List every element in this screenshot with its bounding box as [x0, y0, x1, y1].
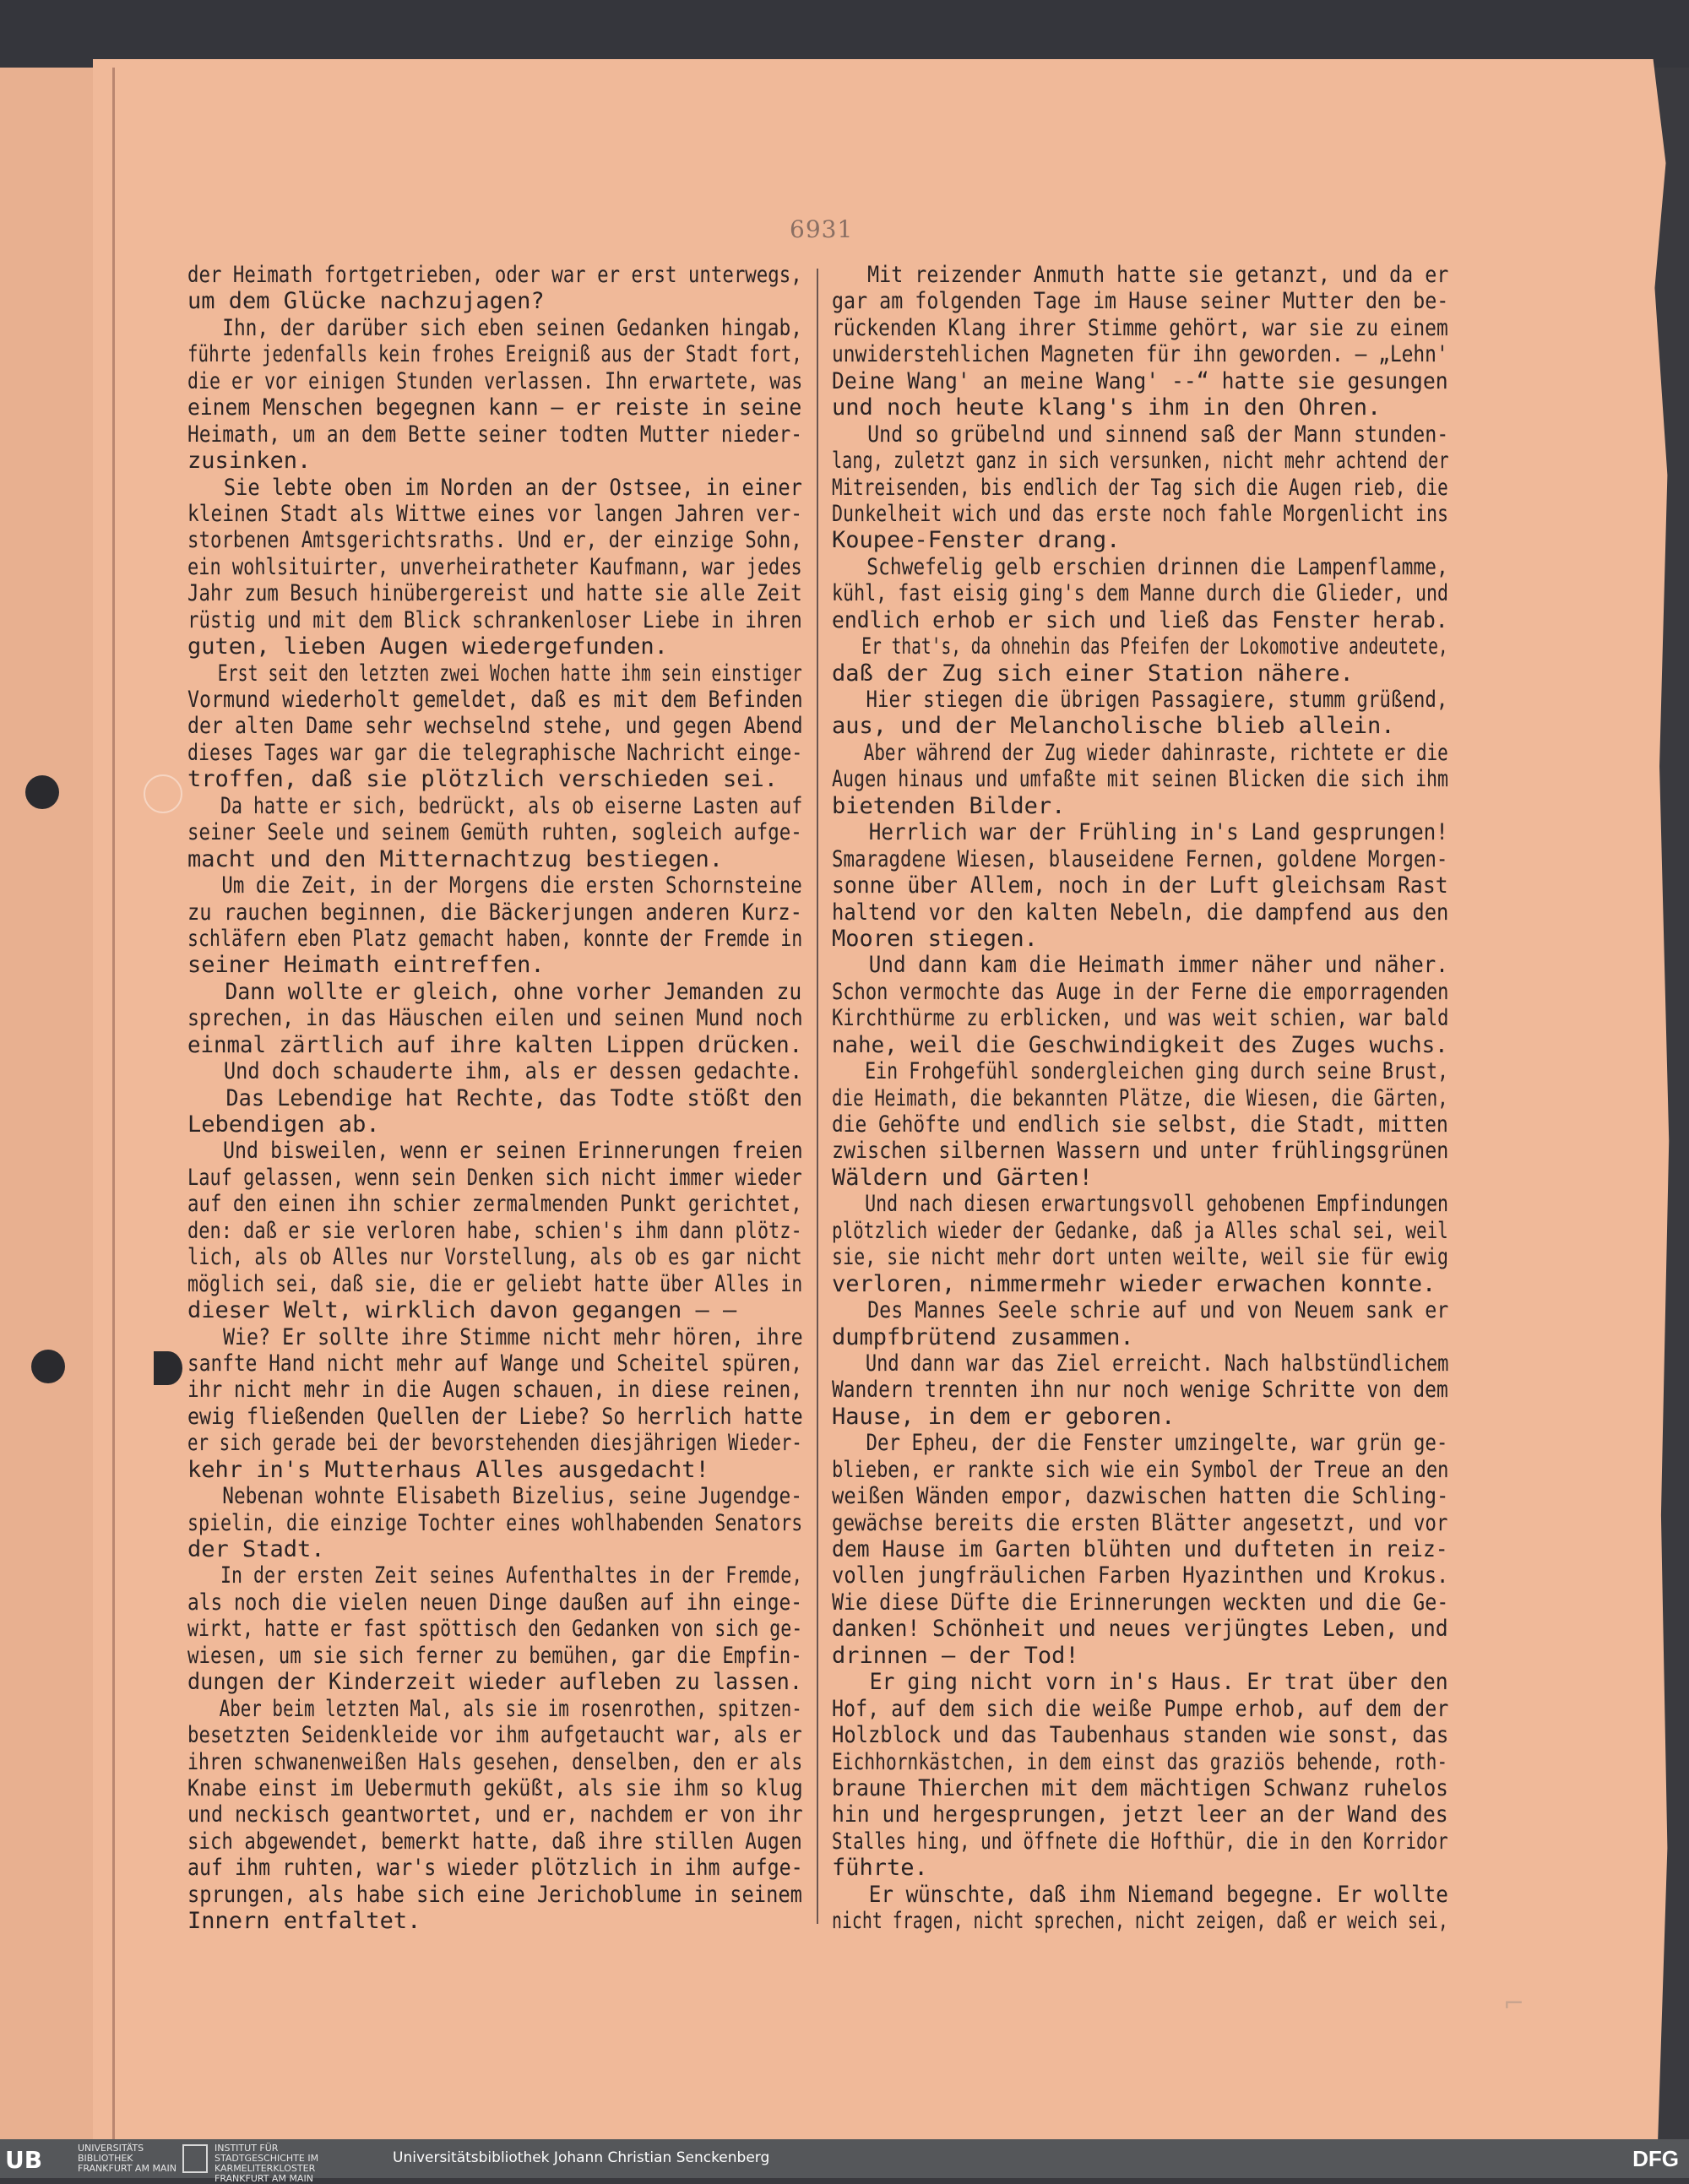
text-line: daß der Zug sich einer Station nähere.: [832, 660, 1354, 687]
text-line: In der ersten Zeit seines Aufenthaltes in der Fremde,: [187, 1562, 803, 1589]
text-line: Und bisweilen, wenn er seinen Erinnerungen freien: [187, 1138, 803, 1165]
text-line: und neckisch geantwortet, und er, nachdem er von ihr: [187, 1801, 803, 1828]
text-line: rückenden Klang ihrer Stimme gehört, war sie zu einem: [832, 314, 1448, 341]
text-line: dieser Welt, wirklich davon gegangen — —: [187, 1297, 737, 1324]
text-line: kühl, fast eisig ging's dem Manne durch die Glieder, und: [832, 580, 1449, 607]
text-line: Stalles hing, und öffnete die Hofthür, die in den Korridor: [832, 1828, 1448, 1855]
text-line: aus, und der Melancholische blieb allein.: [832, 713, 1395, 740]
text-line: um dem Glücke nachzujagen?: [187, 288, 545, 315]
text-line: guten, lieben Augen wiedergefunden.: [187, 633, 668, 660]
text-column-right: [832, 262, 1448, 1935]
footer-bar: [0, 2139, 1689, 2184]
text-line: ein wohlsituirter, unverheiratheter Kaufmann, war jedes: [187, 553, 802, 580]
text-line: sanfte Hand nicht mehr auf Wange und Scheitel spüren,: [187, 1350, 803, 1377]
library-name[interactable]: Universitätsbibliothek Johann Christian Senckenberg: [393, 2149, 770, 2166]
text-line: seiner Heimath eintreffen.: [187, 952, 545, 979]
text-line: die Gehöfte und endlich sie selbst, die Stadt, mitten: [832, 1111, 1448, 1138]
text-line: Holzblock und das Taubenhaus standen wie sonst, das: [832, 1722, 1449, 1749]
text-line: ewig fließenden Quellen der Liebe? So herrlich hatte: [187, 1403, 803, 1430]
text-line: Heimath, um an dem Bette seiner todten Mutter nieder-: [187, 421, 803, 448]
text-line: die er vor einigen Stunden verlassen. Ihn erwartete, was: [187, 367, 803, 394]
text-line: Dann wollte er gleich, ohne vorher Jemanden zu: [187, 978, 802, 1005]
text-column-left: [187, 262, 802, 1935]
text-line: storbenen Amtsgerichtsraths. Und er, der einzige Sohn,: [187, 527, 802, 554]
text-line: Mooren stiegen.: [832, 925, 1038, 952]
text-line: Herrlich war der Frühling in's Land gesprungen!: [832, 819, 1448, 846]
text-line: wirkt, hatte er fast spöttisch den Gedanken von sich ge-: [187, 1616, 803, 1643]
text-line: sonne über Allem, noch in der Luft gleichsam Rast: [832, 872, 1448, 899]
text-line: Mit reizender Anmuth hatte sie getanzt, und da er: [832, 262, 1449, 288]
pencil-mark: ⌐: [1503, 1989, 1525, 2018]
text-line: Und doch schauderte ihm, als er dessen gedachte.: [187, 1058, 802, 1085]
text-line: schläfern eben Platz gemacht haben, konnte der Fremde in: [187, 925, 803, 952]
text-line: die Heimath, die bekannten Plätze, die Wiesen, die Gärten,: [832, 1084, 1448, 1111]
text-line: bietenden Bilder.: [832, 792, 1066, 819]
text-line: ihren schwanenweißen Hals gesehen, denselben, den er als: [187, 1748, 803, 1775]
text-line: Ein Frohgefühl sondergleichen ging durch seine Brust,: [832, 1058, 1449, 1085]
text-line: danken! Schönheit und neues verjüngtes Leben, und: [832, 1616, 1448, 1643]
text-line: Des Mannes Seele schrie auf und von Neuem sank er: [832, 1297, 1449, 1324]
text-line: Der Epheu, der die Fenster umzingelte, war grün ge-: [832, 1430, 1448, 1457]
text-line: Jahr zum Besuch hinübergereist und hatte sie alle Zeit: [187, 580, 802, 607]
text-line: nahe, weil die Geschwindigkeit des Zuges wuchs.: [832, 1031, 1448, 1058]
text-line: Aber während der Zug wieder dahinraste, richtete er die: [832, 739, 1448, 766]
text-line: und noch heute klang's ihm in den Ohren.: [832, 394, 1382, 421]
text-line: troffen, daß sie plötzlich verschieden sei.: [187, 766, 778, 793]
text-line: braune Thierchen mit dem mächtigen Schwanz ruhelos: [832, 1774, 1448, 1801]
scan-background: [0, 0, 1689, 68]
text-line: Vormund wiederholt gemeldet, daß es mit dem Befinden: [187, 687, 803, 713]
text-line: Hier stiegen die übrigen Passagiere, stumm grüßend,: [832, 687, 1448, 713]
text-line: Lebendigen ab.: [187, 1111, 380, 1138]
text-line: Wie? Er sollte ihre Stimme nicht mehr hören, ihre: [187, 1323, 803, 1350]
text-line: Sie lebte oben im Norden an der Ostsee, in einer: [187, 474, 802, 501]
text-line: Um die Zeit, in der Morgens die ersten Schornsteine: [187, 872, 802, 899]
text-line: Eichhornkästchen, in dem einst das graziös behende, roth-: [832, 1748, 1448, 1775]
text-line: wiesen, um sie sich ferner zu bemühen, gar die Empfin-: [187, 1642, 802, 1669]
text-line: Und dann kam die Heimath immer näher und näher.: [832, 952, 1448, 979]
text-line: rüstig und mit dem Blick schrankenloser Liebe in ihren: [187, 606, 802, 633]
text-line: Schwefelig gelb erschien drinnen die Lampenflamme,: [832, 553, 1448, 580]
text-line: den: daß er sie verloren habe, schien's ihm dann plötz-: [187, 1217, 802, 1244]
text-line: sie, sie nicht mehr dort unten weilte, weil sie für ewig: [832, 1244, 1449, 1271]
text-line: Wie diese Düfte die Erinnerungen weckten und die Ge-: [832, 1589, 1449, 1616]
text-line: Wäldern und Gärten!: [832, 1164, 1093, 1191]
text-line: Lauf gelassen, wenn sein Denken sich nicht immer wieder: [187, 1164, 802, 1191]
text-line: Und so grübelnd und sinnend saß der Mann stunden-: [832, 421, 1449, 448]
text-line: Knabe einst im Uebermuth geküßt, als sie ihm so klug: [187, 1774, 803, 1801]
text-line: Das Lebendige hat Rechte, das Todte stößt den: [187, 1084, 802, 1111]
text-line: Mitreisenden, bis endlich der Tag sich die Augen rieb, die: [832, 474, 1448, 501]
text-line: möglich sei, daß sie, die er geliebt hatte über Alles in: [187, 1270, 803, 1297]
punch-hole: [31, 1350, 65, 1383]
text-line: gar am folgenden Tage im Hause seiner Mutter den be-: [832, 288, 1449, 315]
text-line: vollen jungfräulichen Farben Hyazinthen und Krokus.: [832, 1562, 1449, 1589]
dfg-logo[interactable]: DFG: [1632, 2146, 1679, 2171]
text-line: ihr nicht mehr in die Augen schauen, in diese reinen,: [187, 1377, 803, 1404]
text-line: führte.: [832, 1855, 928, 1882]
text-line: zwischen silbernen Wassern und unter frühlingsgrünen: [832, 1138, 1449, 1165]
column-divider: [817, 269, 818, 1924]
text-line: der alten Dame sehr wechselnd stehe, und gegen Abend: [187, 713, 803, 740]
text-line: als noch die vielen neuen Dinge daußen auf ihn einge-: [187, 1589, 803, 1616]
page-crease: [112, 68, 115, 2139]
text-line: Hause, in dem er geboren.: [832, 1403, 1176, 1430]
text-line: lich, als ob Alles nur Vorstellung, als ob es gar nicht: [187, 1244, 802, 1271]
text-line: Deine Wang' an meine Wang' --“ hatte sie gesungen: [832, 367, 1448, 394]
text-line: dungen der Kinderzeit wieder aufleben zu lassen.: [187, 1669, 802, 1696]
text-line: seiner Seele und seinem Gemüth ruhten, sogleich aufge-: [187, 819, 802, 846]
text-line: zusinken.: [187, 448, 312, 475]
text-line: auf ihm ruhten, war's wieder plötzlich in ihm aufge-: [187, 1855, 803, 1882]
page-number: 6931: [790, 215, 854, 243]
text-line: Kirchthürme zu erblicken, und was weit schien, war bald: [832, 1005, 1449, 1032]
text-line: der Heimath fortgetrieben, oder war er erst unterwegs,: [187, 262, 802, 288]
text-line: kehr in's Mutterhaus Alles ausgedacht!: [187, 1456, 709, 1483]
punch-hole: [25, 775, 59, 809]
text-line: Augen hinaus und umfaßte mit seinen Blicken die sich ihm: [832, 766, 1449, 793]
text-line: unwiderstehlichen Magneten für ihn geworden. — „Lehn': [832, 341, 1448, 368]
text-line: Er that's, da ohnehin das Pfeifen der Lokomotive andeutete,: [832, 633, 1448, 660]
text-line: Ihn, der darüber sich eben seinen Gedanken hingab,: [187, 314, 803, 341]
ub-name: UNIVERSITÄTS BIBLIOTHEK FRANKFURT AM MAIN: [78, 2143, 177, 2174]
text-line: Und nach diesen erwartungsvoll gehobenen Empfindungen: [832, 1191, 1449, 1218]
text-line: auf den einen ihn schier zermalmenden Punkt gerichtet,: [187, 1191, 802, 1218]
text-line: Er ging nicht vorn in's Haus. Er trat über den: [832, 1669, 1448, 1696]
text-line: hin und hergesprungen, jetzt leer an der Wand des: [832, 1801, 1448, 1828]
text-line: plötzlich wieder der Gedanke, daß ja Alles schal sei, weil: [832, 1217, 1448, 1244]
text-line: führte jedenfalls kein frohes Ereigniß aus der Stadt fort,: [187, 341, 802, 368]
text-line: verloren, nimmermehr wieder erwachen konnte.: [832, 1270, 1436, 1297]
text-line: spielin, die einzige Tochter eines wohlhabenden Senators: [187, 1509, 803, 1536]
text-line: kleinen Stadt als Wittwe eines vor langen Jahren ver-: [187, 500, 803, 527]
text-line: nicht fragen, nicht sprechen, nicht zeigen, daß er weich sei,: [832, 1908, 1448, 1935]
text-line: Hof, auf dem sich die weiße Pumpe erhob, auf dem der: [832, 1695, 1449, 1722]
punch-hole-mark: [144, 774, 182, 813]
text-line: haltend vor den kalten Nebeln, die dampfend aus den: [832, 899, 1449, 926]
institute-icon: [182, 2144, 208, 2173]
text-line: Innern entfaltet.: [187, 1908, 421, 1935]
text-line: dieses Tages war gar die telegraphische Nachricht einge-: [187, 739, 803, 766]
text-line: macht und den Mitternachtzug bestiegen.: [187, 845, 723, 872]
ub-logo[interactable]: UB: [5, 2146, 43, 2174]
text-line: Nebenan wohnte Elisabeth Bizelius, seine Jugendge-: [187, 1483, 803, 1510]
institute-name: INSTITUT FÜR STADTGESCHICHTE IM KARMELITERKLOSTER FRANKFURT AM MAIN: [215, 2143, 319, 2184]
text-line: sprechen, in das Häuschen eilen und seinen Mund noch: [187, 1005, 803, 1032]
text-line: Er wünschte, daß ihm Niemand begegne. Er wollte: [832, 1881, 1448, 1908]
text-line: endlich erhob er sich und ließ das Fenster herab.: [832, 606, 1448, 633]
text-line: lang, zuletzt ganz in sich versunken, nicht mehr achtend der: [832, 448, 1449, 475]
text-line: sich abgewendet, bemerkt hatte, daß ihre stillen Augen: [187, 1828, 802, 1855]
text-line: dumpfbrütend zusammen.: [832, 1323, 1134, 1350]
text-line: Erst seit den letzten zwei Wochen hatte ihm sein einstiger: [187, 660, 802, 687]
text-line: gewächse bereits die ersten Blätter angesetzt, und vor: [832, 1509, 1448, 1536]
text-line: blieben, er rankte sich wie ein Symbol der Treue an den: [832, 1456, 1449, 1483]
text-line: er sich gerade bei der bevorstehenden diesjährigen Wieder-: [187, 1430, 802, 1457]
text-line: dem Hause im Garten blühten und dufteten in reiz-: [832, 1536, 1448, 1562]
text-line: Wandern trennten ihn nur noch wenige Schritte von dem: [832, 1377, 1448, 1404]
text-line: besetzten Seidenkleide vor ihm aufgetaucht war, als er: [187, 1722, 802, 1749]
text-line: sprungen, als habe sich eine Jerichoblume in seinem: [187, 1881, 802, 1908]
text-line: einem Menschen begegnen kann — er reiste in seine: [187, 394, 802, 421]
text-line: Schon vermochte das Auge in der Ferne die emporragenden: [832, 978, 1449, 1005]
text-line: drinnen — der Tod!: [832, 1642, 1079, 1669]
text-line: Aber beim letzten Mal, als sie im rosenrothen, spitzen-: [187, 1695, 802, 1722]
text-line: der Stadt.: [187, 1536, 325, 1562]
text-line: zu rauchen beginnen, die Bäckerjungen anderen Kurz-: [187, 899, 802, 926]
text-line: Koupee-Fenster drang.: [832, 527, 1121, 554]
text-line: Smaragdene Wiesen, blauseidene Fernen, goldene Morgen-: [832, 845, 1448, 872]
punch-hole-mark: [154, 1351, 182, 1385]
text-line: Da hatte er sich, bedrückt, als ob eiserne Lasten auf: [187, 792, 803, 819]
text-line: einmal zärtlich auf ihre kalten Lippen drücken.: [187, 1031, 803, 1058]
text-line: weißen Wänden empor, dazwischen hatten die Schling-: [832, 1483, 1449, 1510]
text-line: Und dann war das Ziel erreicht. Nach halbstündlichem: [832, 1350, 1449, 1377]
text-line: Dunkelheit wich und das erste noch fahle Morgenlicht ins: [832, 500, 1449, 527]
